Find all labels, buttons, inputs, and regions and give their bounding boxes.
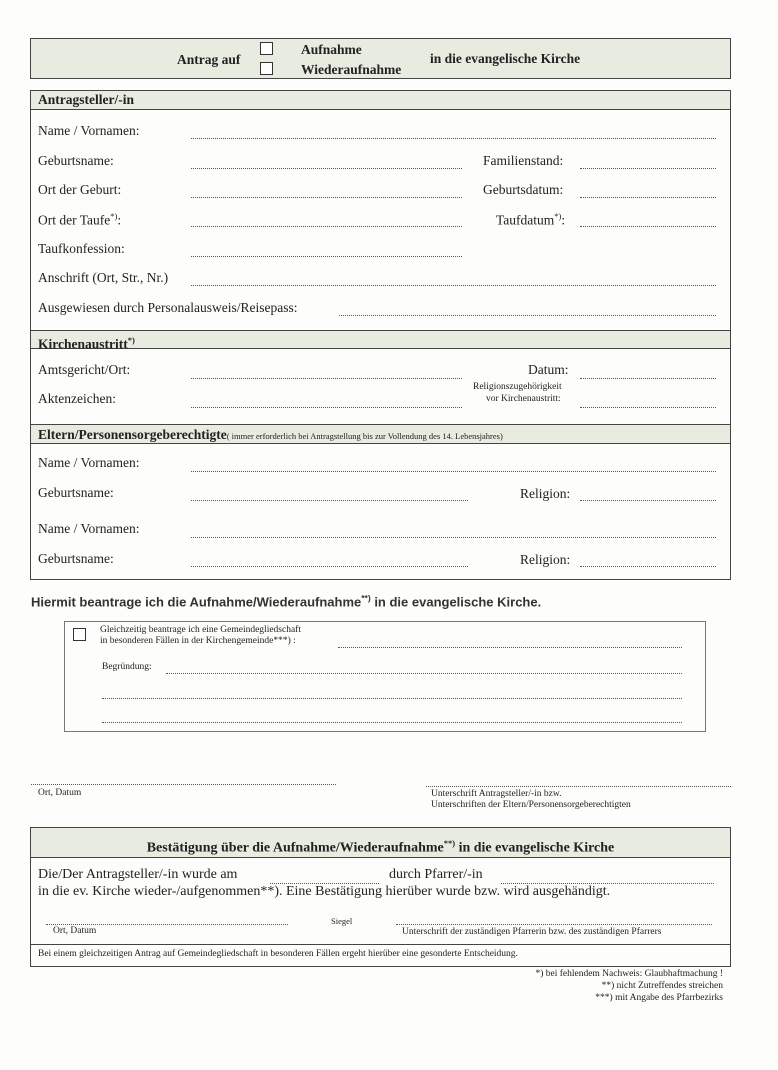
membership-checkbox[interactable] bbox=[73, 628, 86, 641]
parish-field[interactable] bbox=[338, 647, 682, 648]
signature-label-2: Unterschriften der Eltern/Personensorgeberechtigten bbox=[431, 800, 631, 810]
option-readmission: Wiederaufnahme bbox=[301, 62, 402, 77]
readmission-checkbox[interactable] bbox=[260, 62, 273, 75]
name-label: Name / Vornamen: bbox=[38, 123, 140, 138]
reason-label: Begründung: bbox=[102, 662, 152, 672]
parents-note: ( immer erforderlich bei Antragstellung bis zur Vollendung des 14. Lebensjahres) bbox=[226, 431, 503, 441]
parent1-religion-label: Religion: bbox=[520, 486, 571, 501]
baptism-date-field[interactable] bbox=[580, 226, 716, 227]
reason-field-3[interactable] bbox=[102, 722, 682, 723]
marital-label: Familienstand: bbox=[483, 153, 564, 168]
confirmation-title: Bestätigung über die Aufnahme/Wiederaufnahme bbox=[146, 840, 444, 856]
parent2-name-field[interactable] bbox=[191, 537, 716, 538]
footnote-2: **) nicht Zutreffendes streichen bbox=[601, 981, 723, 991]
religion-before-label-2: vor Kirchenaustritt: bbox=[486, 394, 561, 404]
applicant-signature-field[interactable] bbox=[426, 786, 731, 787]
birthplace-label: Ort der Geburt: bbox=[38, 182, 122, 197]
file-no-field[interactable] bbox=[191, 407, 462, 408]
seal-label: Siegel bbox=[331, 916, 353, 926]
confirmation-line2: in die ev. Kirche wieder-/aufgenommen**). Eine Bestätigung hierüber wurde bzw. wird ausgehändigt. bbox=[38, 884, 611, 899]
withdrawal-date-label: Datum: bbox=[528, 362, 569, 377]
parent1-birthname-field[interactable] bbox=[191, 500, 468, 501]
membership-text-1: Gleichzeitig beantrage ich eine Gemeindegliedschaft bbox=[100, 625, 301, 635]
pastor-signature-label: Unterschrift der zuständigen Pfarrerin bzw. des zuständigen Pfarrers bbox=[402, 927, 662, 937]
baptism-date-label: Taufdatum*): bbox=[496, 211, 566, 228]
name-field[interactable] bbox=[191, 138, 716, 139]
applicant-title: Antragsteller/-in bbox=[38, 92, 134, 107]
court-label: Amtsgericht/Ort: bbox=[38, 362, 131, 377]
parents-title: Eltern/Personensorgeberechtigte bbox=[38, 427, 227, 442]
footnote-1: *) bei fehlendem Nachweis: Glaubhaftmachung ! bbox=[535, 969, 723, 979]
parent1-religion-field[interactable] bbox=[580, 500, 716, 501]
membership-text-2: in besonderen Fällen in der Kirchengemeinde***) : bbox=[100, 636, 296, 646]
applicant-section-header bbox=[31, 91, 730, 110]
parent2-birthname-field[interactable] bbox=[191, 566, 468, 567]
membership-box bbox=[64, 621, 706, 732]
form-header bbox=[30, 38, 731, 79]
parent2-religion-label: Religion: bbox=[520, 552, 571, 567]
religion-before-field[interactable] bbox=[580, 407, 716, 408]
parent2-religion-field[interactable] bbox=[580, 566, 716, 567]
header-prefix: Antrag auf bbox=[177, 52, 241, 67]
reason-field-1[interactable] bbox=[166, 673, 682, 674]
birthname-label: Geburtsname: bbox=[38, 153, 114, 168]
admission-checkbox[interactable] bbox=[260, 42, 273, 55]
court-field[interactable] bbox=[191, 378, 462, 379]
birthdate-label: Geburtsdatum: bbox=[483, 182, 564, 197]
confirm-place-date-label: Ort, Datum bbox=[53, 926, 97, 936]
confirmation-header: Bestätigung über die Aufnahme/Wiederaufnahme**) in die evangelische Kirche bbox=[31, 828, 730, 858]
baptism-place-field[interactable] bbox=[191, 226, 462, 227]
parent2-birthname-label: Geburtsname: bbox=[38, 551, 114, 566]
birthname-field[interactable] bbox=[191, 168, 462, 169]
withdrawal-date-field[interactable] bbox=[580, 378, 716, 379]
marital-field[interactable] bbox=[580, 168, 716, 169]
baptism-place-label: Ort der Taufe*): bbox=[38, 211, 122, 228]
address-field[interactable] bbox=[191, 285, 716, 286]
parent2-name-label: Name / Vornamen: bbox=[38, 521, 140, 536]
parent1-name-field[interactable] bbox=[191, 471, 716, 472]
parent1-birthname-label: Geburtsname: bbox=[38, 485, 114, 500]
confession-field[interactable] bbox=[191, 256, 462, 257]
confirmation-divider bbox=[31, 944, 730, 945]
place-date-field[interactable] bbox=[31, 784, 336, 785]
reason-field-2[interactable] bbox=[102, 698, 682, 699]
birthplace-field[interactable] bbox=[191, 197, 462, 198]
birthdate-field[interactable] bbox=[580, 197, 716, 198]
signature-label-1: Unterschrift Antragsteller/-in bzw. bbox=[431, 789, 562, 799]
parents-section-header bbox=[31, 424, 730, 444]
option-admission: Aufnahme bbox=[301, 42, 362, 57]
id-field[interactable] bbox=[339, 315, 716, 316]
request-statement: Hiermit beantrage ich die Aufnahme/Wiederaufnahme**) in die evangelische Kirche. bbox=[31, 593, 542, 610]
confirmation-box bbox=[30, 827, 731, 967]
confirmation-line1b: durch Pfarrer/-in bbox=[389, 867, 483, 882]
main-form-box bbox=[30, 90, 731, 580]
id-label: Ausgewiesen durch Personalausweis/Reisepass: bbox=[38, 300, 298, 315]
pastor-signature-field[interactable] bbox=[396, 924, 712, 925]
confirm-place-date-field[interactable] bbox=[46, 924, 288, 925]
withdrawal-title: Kirchenaustritt bbox=[38, 336, 128, 352]
religion-before-label-1: Religionszugehörigkeit bbox=[473, 382, 562, 392]
confirmation-note: Bei einem gleichzeitigen Antrag auf Gemeindegliedschaft in besonderen Fällen ergeht hierüber eine gesonderte Entscheidung. bbox=[38, 949, 518, 959]
header-suffix: in die evangelische Kirche bbox=[430, 51, 581, 66]
withdrawal-section-header: Kirchenaustritt*) bbox=[31, 330, 730, 349]
file-no-label: Aktenzeichen: bbox=[38, 391, 116, 406]
footnote-3: ***) mit Angabe des Pfarrbezirks bbox=[595, 993, 723, 1003]
address-label: Anschrift (Ort, Str., Nr.) bbox=[38, 270, 169, 285]
parent1-name-label: Name / Vornamen: bbox=[38, 455, 140, 470]
place-date-label: Ort, Datum bbox=[38, 788, 82, 798]
confession-label: Taufkonfession: bbox=[38, 241, 125, 256]
confirmation-line1a: Die/Der Antragsteller/-in wurde am bbox=[38, 867, 238, 882]
